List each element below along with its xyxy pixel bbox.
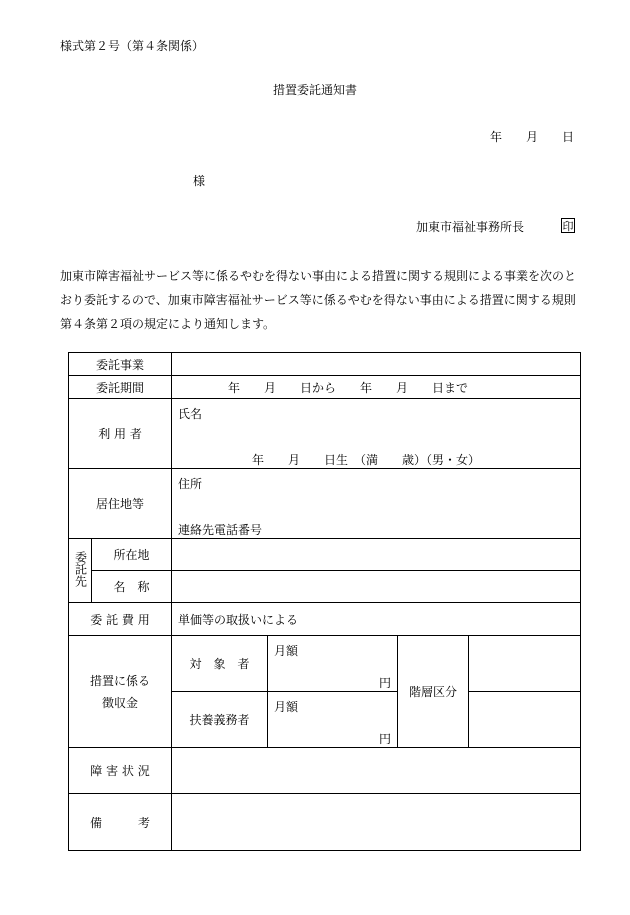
- guardian-monthly-label: 月額: [274, 700, 299, 714]
- residence-address-label: 住所: [178, 477, 203, 491]
- value-fee: 単価等の取扱いによる: [172, 603, 581, 636]
- row-collection-target: [69, 636, 581, 692]
- label-target: 対 象 者: [172, 636, 268, 692]
- user-name-label: 氏名: [178, 407, 203, 421]
- period-text: 年 月 日から 年 月 日まで: [228, 380, 469, 395]
- residence-phone-label: 連絡先電話番号: [178, 523, 263, 537]
- issuer-name: 加東市福祉事務所長: [416, 220, 525, 234]
- label-location: 所在地: [92, 539, 172, 571]
- row-fee: [69, 603, 581, 636]
- label-remarks: 備 考: [69, 794, 172, 851]
- label-period: 委託期間: [69, 376, 172, 399]
- seal-mark: 印: [562, 220, 574, 233]
- row-disability: [69, 748, 581, 794]
- row-contractor-name: [69, 571, 581, 603]
- value-tier-2: [469, 692, 581, 748]
- form-number: 様式第２号（第４条関係）: [60, 39, 205, 53]
- value-target-amount: [268, 636, 398, 692]
- value-remarks: [172, 794, 581, 851]
- value-user: [172, 399, 581, 469]
- addressee-suffix: 様: [193, 174, 206, 188]
- label-user: 利 用 者: [69, 399, 172, 469]
- label-contractor-name: 名 称: [92, 571, 172, 603]
- notice-body-text: 加東市障害福祉サービス等に係るやむを得ない事由による措置に関する規則による事業を次のとおり委託するので、加東市障害福祉サービス等に係るやむを得ない事由による措置に関する規則第４条第２項の規定により通知します。: [60, 269, 577, 331]
- label-residence: 居住地等: [69, 469, 172, 539]
- label-fee: 委 託 費 用: [69, 603, 172, 636]
- label-disability: 障 害 状 況: [69, 748, 172, 794]
- contractor-group-text: 委託先: [73, 551, 88, 587]
- value-business: [172, 353, 581, 376]
- value-location: [172, 539, 581, 571]
- user-birth-line: 年 月 日生 （満 歳）（男・女）: [252, 453, 481, 467]
- value-period: [172, 376, 581, 399]
- label-contractor-group: [69, 539, 92, 603]
- target-monthly-label: 月額: [274, 644, 299, 658]
- row-user: [69, 399, 581, 469]
- commission-form-table: [68, 352, 581, 851]
- value-disability: [172, 748, 581, 794]
- row-business: [69, 353, 581, 376]
- value-guardian-amount: [268, 692, 398, 748]
- label-guardian: 扶養義務者: [172, 692, 268, 748]
- label-business: 委託事業: [69, 353, 172, 376]
- value-residence: [172, 469, 581, 539]
- target-yen-unit: 円: [379, 676, 392, 690]
- document-title: 措置委託通知書: [272, 83, 357, 97]
- label-tier: 階層区分: [398, 636, 469, 748]
- date-line: 年 月 日: [489, 130, 574, 144]
- label-collection: 措置に係る徴収金: [69, 636, 172, 748]
- guardian-yen-unit: 円: [379, 732, 392, 746]
- row-period: [69, 376, 581, 399]
- row-residence: [69, 469, 581, 539]
- value-contractor-name: [172, 571, 581, 603]
- row-contractor-location: [69, 539, 581, 571]
- value-tier-1: [469, 636, 581, 692]
- row-remarks: [69, 794, 581, 851]
